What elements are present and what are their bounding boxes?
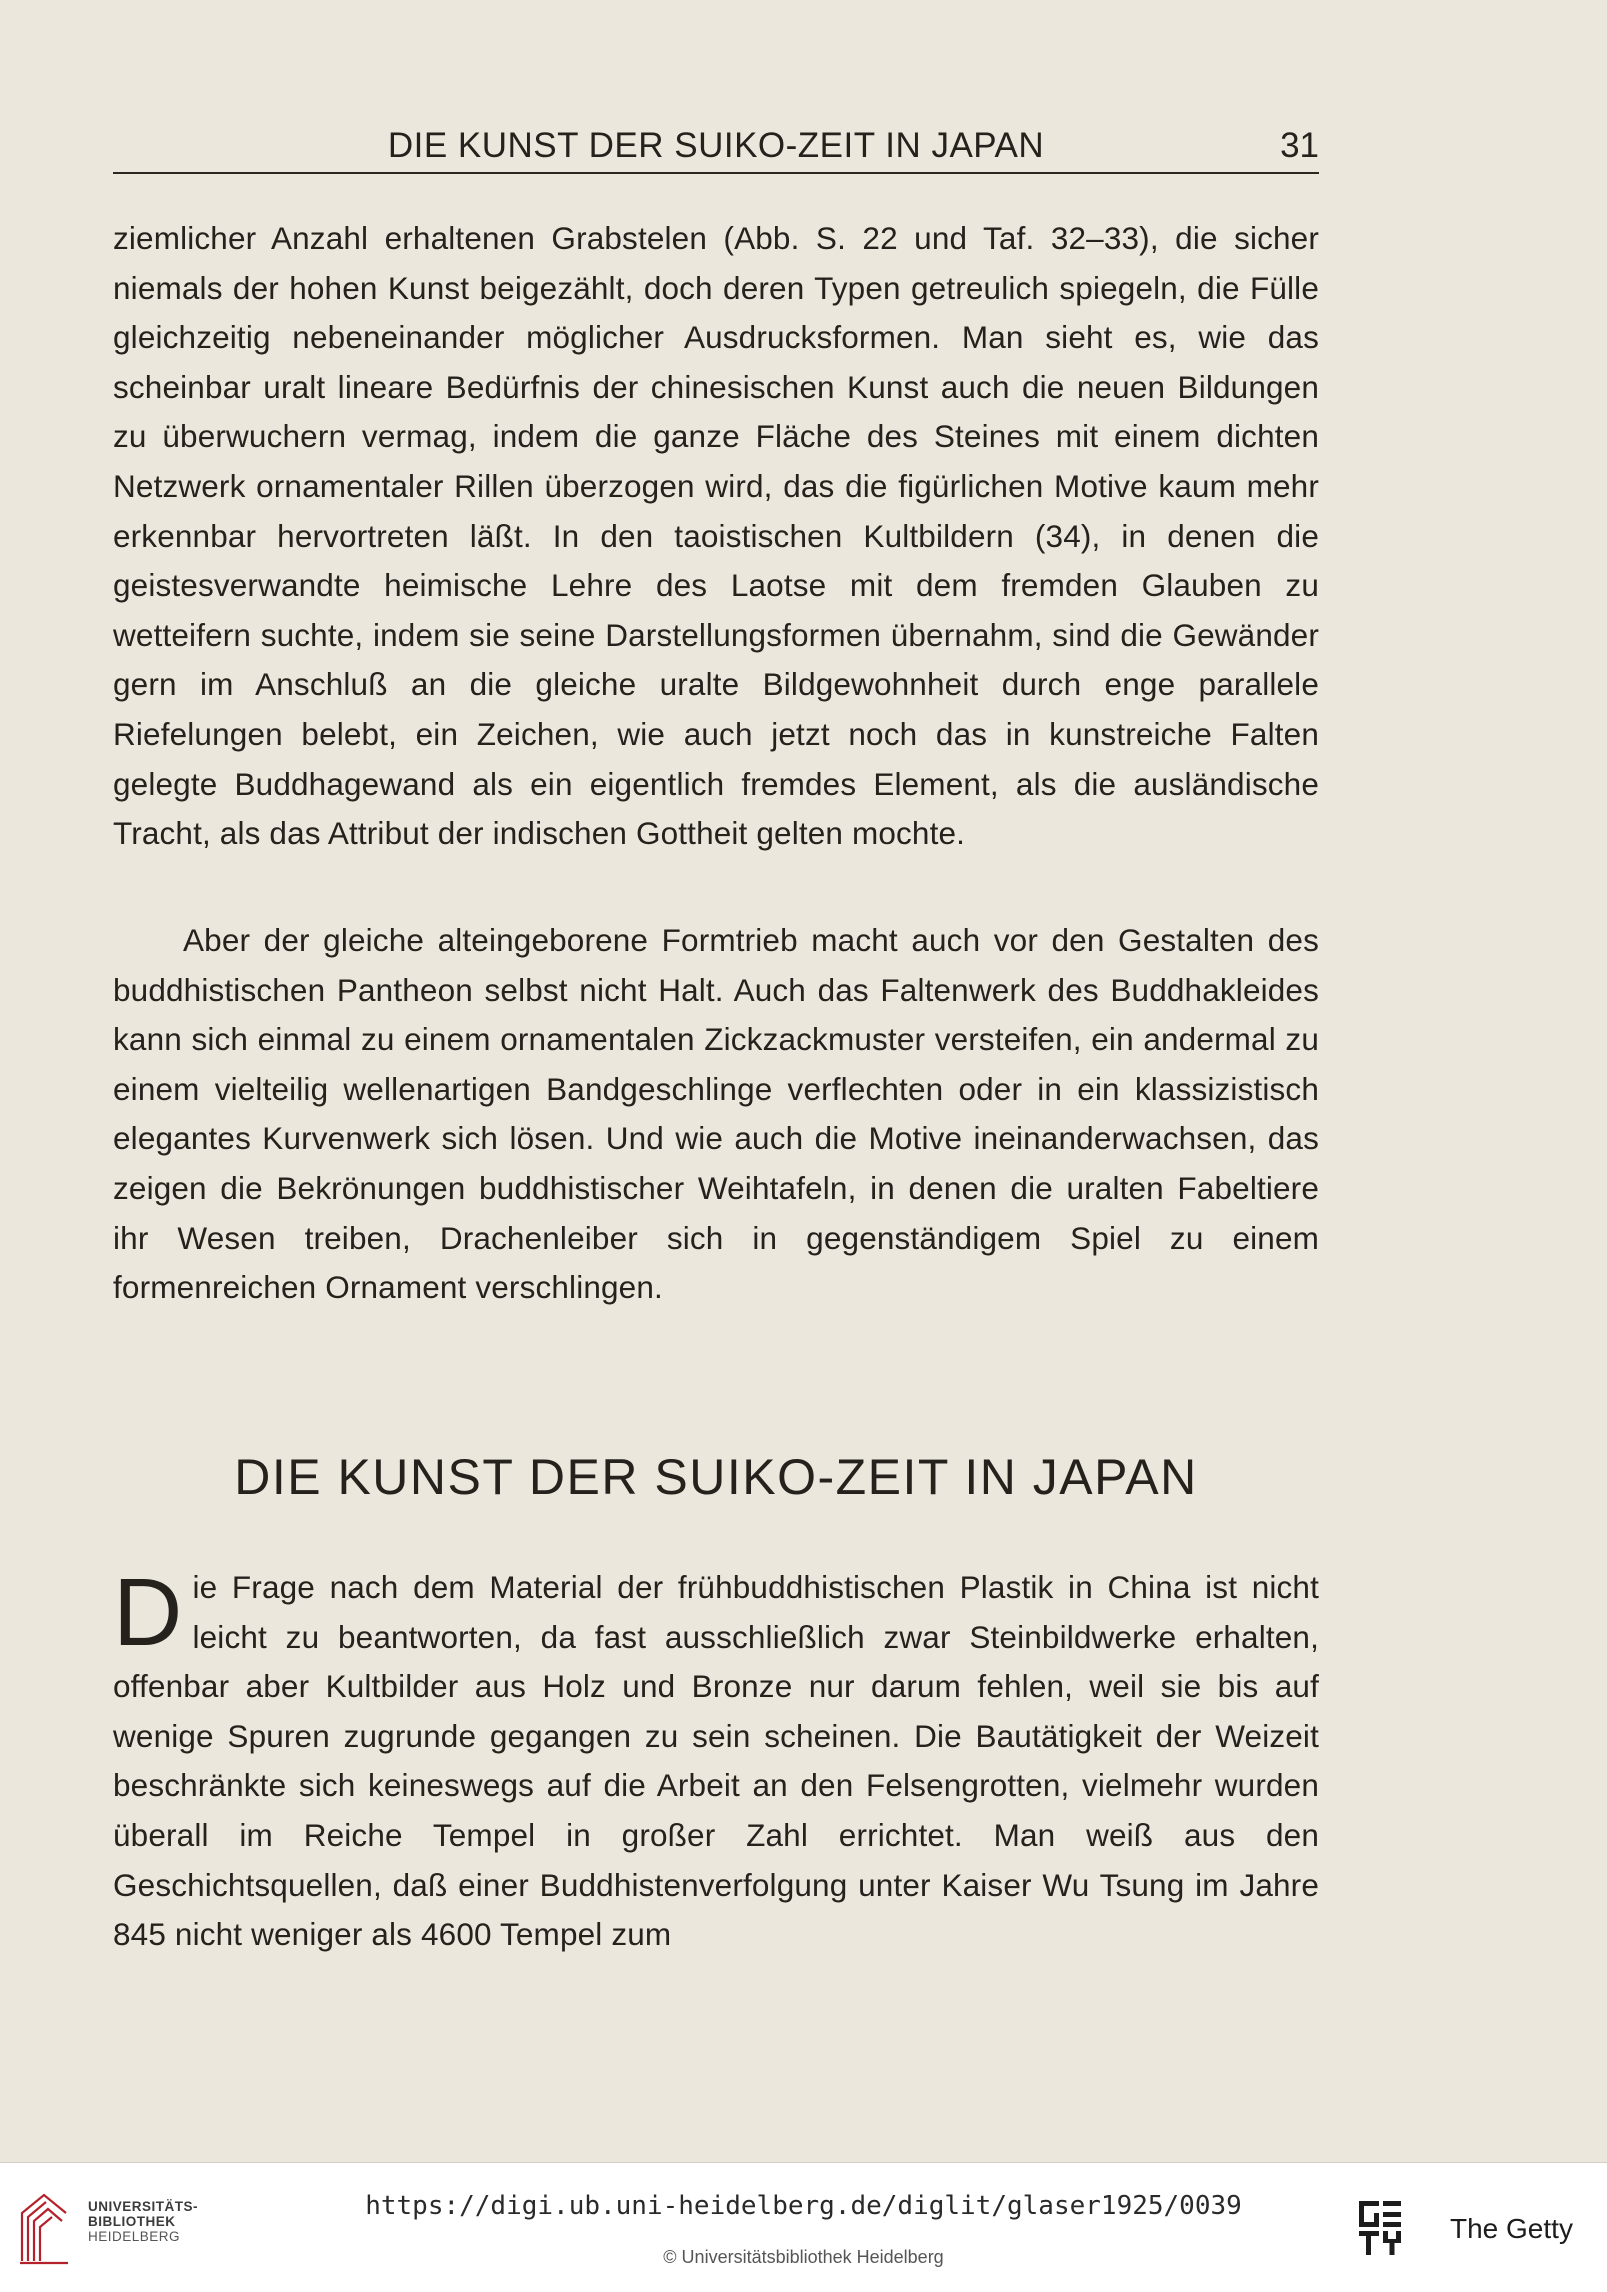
getty-logo-icon <box>1357 2199 1403 2257</box>
paragraph-2 <box>113 916 1319 1313</box>
library-name-line-3: HEIDELBERG <box>88 2229 181 2244</box>
paragraph-2-text: Aber der gleiche alteingeborene Formtrieb macht auch vor den Gestalten des buddhistischen Pantheon selbst nicht Halt. Auch das Faltenwerk des Buddhakleides kann sich einmal zu einem ornamentalen Zickzackmuster versteifen, ein andermal zu einem vielteilig wellenartigen Bandgeschlinge verflechten oder in ein klassizistisch elegantes Kurvenwerk sich lösen. Und wie auch die Motive ineinanderwachsen, das zeigen die Bekrönungen buddhistischer Weihtafeln, in denen die uralten Fabeltiere ihr Wesen treiben, Drachenleiber sich in gegenständigem Spiel zu einem formenreichen Ornament verschlingen. <box>113 922 1319 1306</box>
drop-cap: D <box>113 1559 183 1666</box>
getty-name: The Getty <box>1450 2213 1573 2244</box>
header-rule <box>113 172 1319 174</box>
copyright-notice: © Universitätsbibliothek Heidelberg <box>663 2247 944 2267</box>
library-name-line-1: UNIVERSITÄTS- <box>88 2199 199 2214</box>
running-title: DIE KUNST DER SUIKO-ZEIT IN JAPAN <box>387 126 1045 165</box>
paragraph-1-text: ziemlicher Anzahl erhaltenen Grabstelen (Abb. S. 22 und Taf. 32–33), die sicher niemals der hohen Kunst beigezählt, doch deren Typen getreulich spiegeln, die Fülle gleichzeitig nebeneinander möglicher Ausdrucksformen. Man sieht es, wie das scheinbar uralt lineare Bedürfnis der chinesischen Kunst auch die neuen Bildungen zu überwuchern vermag, indem die ganze Fläche des Steines mit einem dichten Netzwerk ornamentaler Rillen überzogen wird, das die figürlichen Motive kaum mehr erkennbar hervortreten läßt. In den taoistischen Kultbildern (34), in denen die geistesverwandte heimische Lehre des Laotse mit dem fremden Glauben zu wetteifern suchte, indem sie seine Darstellungsformen übernahm, sind die Gewänder gern im Anschluß an die gleiche uralte Bildgewohnheit durch enge parallele Riefelungen belebt, ein Zeichen, wie auch jetzt noch das in kunstreiche Falten gelegte Buddhagewand als ein eigentlich fremdes Element, als die ausländische Tracht, als das Attribut der indischen Gottheit gelten mochte. <box>113 220 1319 852</box>
paragraph-1 <box>113 214 1319 859</box>
library-name-line-2: BIBLIOTHEK <box>88 2214 176 2229</box>
paragraph-3 <box>113 1559 1319 1960</box>
page-header <box>113 122 1319 172</box>
section-heading: DIE KUNST DER SUIKO-ZEIT IN JAPAN <box>234 1449 1198 1505</box>
paragraph-3-text: ie Frage nach dem Material der frühbuddhistischen Plastik in China ist nicht leicht zu beantworten, da fast ausschließlich zwar Steinbildwerke erhalten, offenbar aber Kultbilder aus Holz und Bronze nur darum fehlen, weil sie bis auf wenige Spuren zugrunde gegangen zu sein scheinen. Die Bautätigkeit der Weizeit beschränkte sich keineswegs auf die Arbeit an den Felsengrotten, vielmehr wurden überall im Reiche Tempel in großer Zahl errichtet. Man weiß aus den Geschichtsquellen, daß einer Buddhistenverfolgung unter Kaiser Wu Tsung im Jahre 845 nicht weniger als 4600 Tempel zum <box>113 1569 1319 1953</box>
permalink-url[interactable]: https://digi.ub.uni-heidelberg.de/diglit/glaser1925/0039 <box>365 2191 1242 2221</box>
page-number: 31 <box>1280 126 1319 165</box>
footer-bar <box>0 2162 1607 2292</box>
